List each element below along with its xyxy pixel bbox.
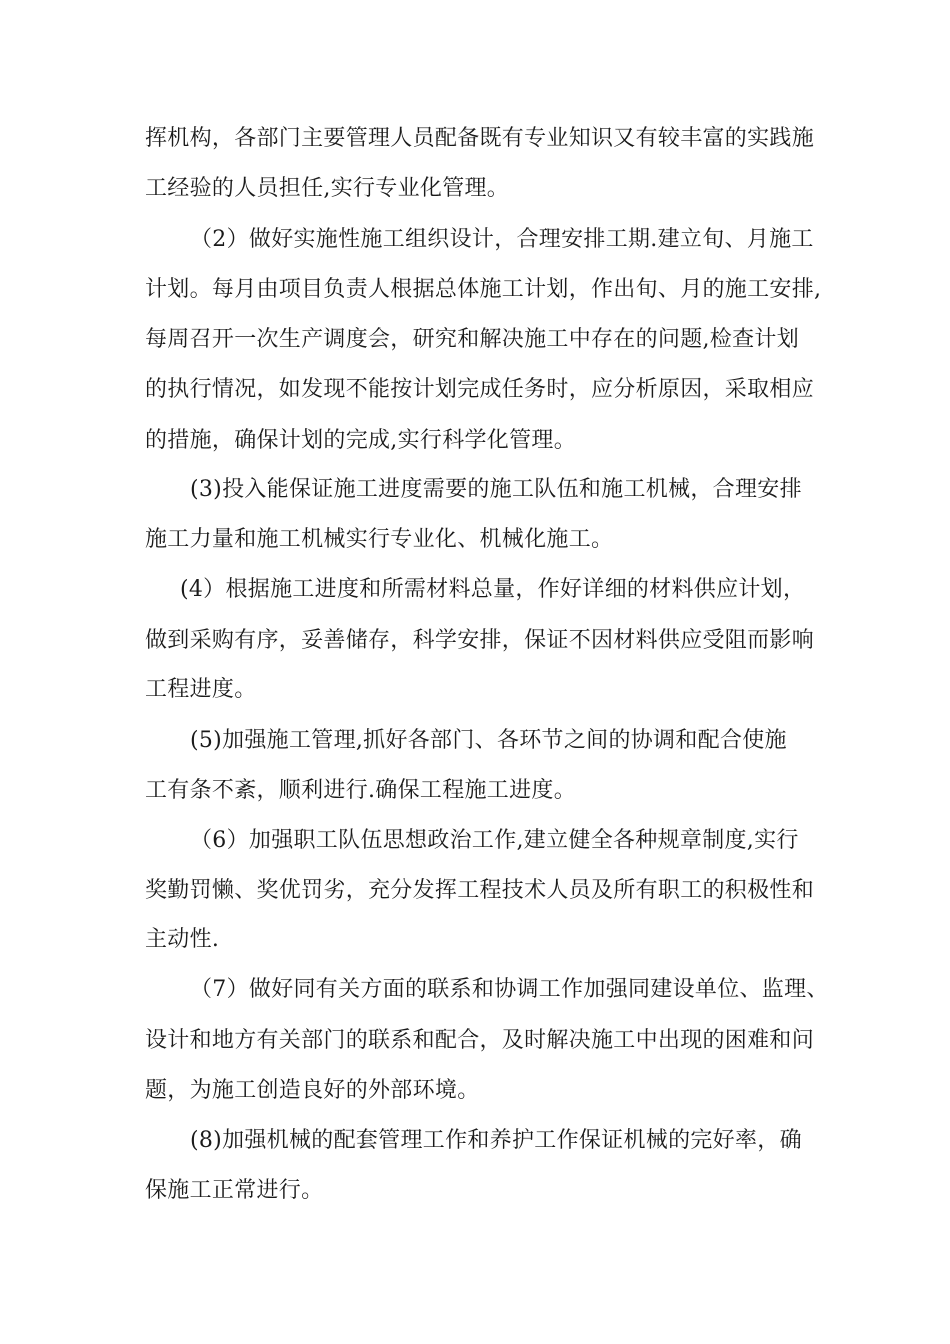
text-line: 设计和地方有关部门的联系和配合，及时解决施工中出现的困难和问	[145, 1028, 815, 1053]
text-line: (3)投入能保证施工进度需要的施工队伍和施工机械，合理安排	[190, 477, 802, 502]
text-line: 题，为施工创造良好的外部环境。	[145, 1078, 480, 1103]
text-line: 做到采购有序，妥善储存，科学安排，保证不因材料供应受阻而影响	[145, 628, 815, 653]
text-line: (8)加强机械的配套管理工作和养护工作保证机械的完好率，确	[190, 1128, 802, 1153]
text-line: 的执行情况，如发现不能按计划完成任务时，应分析原因，采取相应	[145, 377, 815, 402]
text-line: 工经验的人员担任,实行专业化管理。	[145, 176, 510, 201]
text-line: 计划。每月由项目负责人根据总体施工计划，作出旬、月的施工安排,	[145, 277, 822, 302]
text-line: (5)加强施工管理,抓好各部门、各环节之间的协调和配合使施	[190, 728, 787, 753]
text-line: (4）根据施工进度和所需材料总量，作好详细的材料供应计划，	[180, 577, 806, 602]
text-line: （6）加强职工队伍思想政治工作,建立健全各种规章制度,实行	[190, 828, 799, 853]
text-line: （2）做好实施性施工组织设计，合理安排工期.建立旬、月施工	[190, 227, 814, 252]
text-line: 每周召开一次生产调度会，研究和解决施工中存在的问题,检查计划	[145, 327, 799, 352]
text-line: 主动性.	[145, 927, 220, 952]
text-line: 奖勤罚懒、奖优罚劣，充分发挥工程技术人员及所有职工的积极性和	[145, 878, 815, 903]
text-line: 工程进度。	[145, 677, 257, 702]
text-line: 挥机构，各部门主要管理人员配备既有专业知识又有较丰富的实践施	[145, 126, 815, 151]
text-line: （7）做好同有关方面的联系和协调工作加强同建设单位、监理、	[190, 977, 829, 1002]
text-line: 保施工正常进行。	[145, 1178, 324, 1203]
text-line: 的措施，确保计划的完成,实行科学化管理。	[145, 428, 576, 453]
text-line: 工有条不紊，顺利进行.确保工程施工进度。	[145, 778, 576, 803]
text-line: 施工力量和施工机械实行专业化、机械化施工。	[145, 527, 614, 552]
